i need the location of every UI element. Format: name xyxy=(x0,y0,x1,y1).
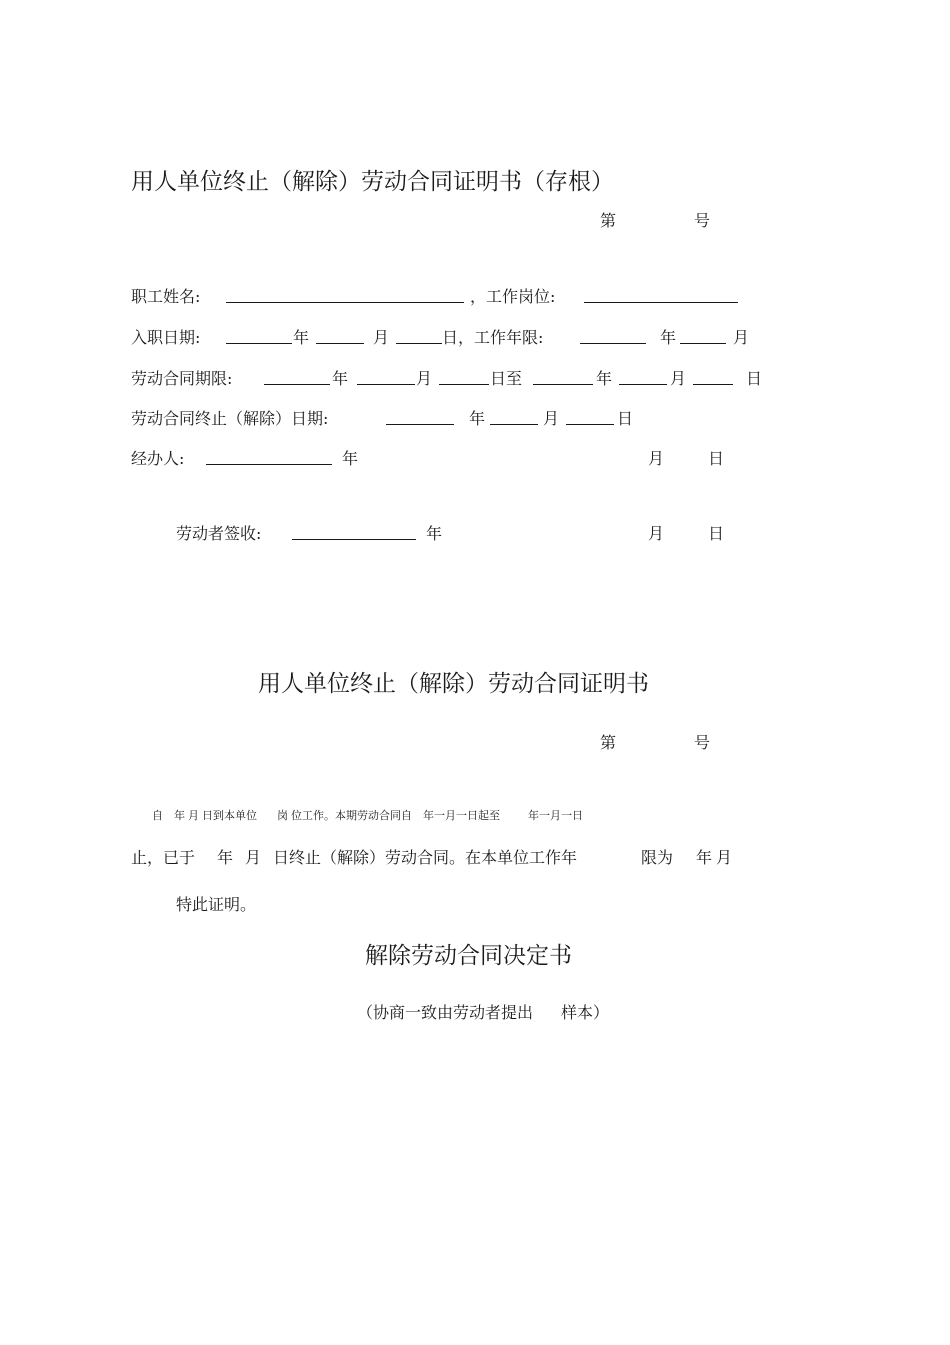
certificate-line1-c: 月 xyxy=(188,809,199,822)
sign-year-unit: 年 xyxy=(426,524,443,543)
term-start-month-field[interactable] xyxy=(357,384,415,385)
position-field[interactable] xyxy=(584,302,738,303)
certificate-line2-g: 月 xyxy=(716,848,733,867)
term-start-month-unit: 月 xyxy=(416,369,433,388)
sign-day-unit: 日 xyxy=(708,524,725,543)
service-year-unit: 年 xyxy=(660,328,677,347)
end-month-unit: 月 xyxy=(543,409,560,428)
hire-day-field[interactable] xyxy=(396,343,442,344)
position-label: ，工作岗位: xyxy=(470,287,556,306)
certificate-closing: 特此证明。 xyxy=(176,895,257,914)
hire-date-label: 入职日期: xyxy=(131,328,201,347)
sign-field[interactable] xyxy=(292,539,416,540)
service-month-field[interactable] xyxy=(680,343,726,344)
certificate-number-prefix: 第 xyxy=(600,733,617,752)
name-field[interactable] xyxy=(226,302,464,303)
sign-label: 劳动者签收: xyxy=(176,524,262,543)
handler-day-unit: 日 xyxy=(708,449,725,468)
term-end-day-unit: 日 xyxy=(746,369,763,388)
certificate-line2-b: 年 xyxy=(217,848,234,867)
handler-label: 经办人: xyxy=(131,449,185,468)
term-label: 劳动合同期限: xyxy=(131,369,233,388)
certificate-line2-a: 止，已于 xyxy=(131,848,196,867)
name-label: 职工姓名: xyxy=(131,287,201,306)
certificate-line1-b: 年 xyxy=(174,809,185,822)
term-end-day-field[interactable] xyxy=(693,384,733,385)
hire-year-unit: 年 xyxy=(293,328,310,347)
certificate-line2-e: 限为 xyxy=(641,848,674,867)
service-month-unit: 月 xyxy=(733,328,750,347)
hire-month-unit: 月 xyxy=(373,328,390,347)
term-end-year-unit: 年 xyxy=(596,369,613,388)
certificate-line1-d: 日到本单位 xyxy=(202,809,257,822)
end-day-field[interactable] xyxy=(566,424,614,425)
sign-month-unit: 月 xyxy=(648,524,665,543)
certificate-line1-e: 岗 xyxy=(277,809,288,822)
handler-field[interactable] xyxy=(206,464,332,465)
decision-subtitle-a: （协商一致由劳动者提出 xyxy=(357,1003,534,1022)
hire-year-field[interactable] xyxy=(226,343,292,344)
certificate-line1-g: 年一月一日起至 xyxy=(423,809,500,822)
hire-day-service-label: 日，工作年限: xyxy=(442,328,544,347)
end-month-field[interactable] xyxy=(490,424,538,425)
end-day-unit: 日 xyxy=(617,409,634,428)
stub-number-suffix: 号 xyxy=(694,211,711,230)
end-year-unit: 年 xyxy=(469,409,486,428)
term-start-year-field[interactable] xyxy=(264,384,330,385)
certificate-line2-d: 日终止（解除）劳动合同。在本单位工作年 xyxy=(273,848,578,867)
term-start-day-to: 日至 xyxy=(490,369,523,388)
certificate-line1-h: 年一月一日 xyxy=(528,809,583,822)
term-end-year-field[interactable] xyxy=(533,384,593,385)
service-year-field[interactable] xyxy=(580,343,646,344)
certificate-title: 用人单位终止（解除）劳动合同证明书 xyxy=(258,671,649,697)
term-end-month-field[interactable] xyxy=(619,384,667,385)
decision-subtitle-b: 样本） xyxy=(561,1003,610,1022)
certificate-number-suffix: 号 xyxy=(694,733,711,752)
end-year-field[interactable] xyxy=(386,424,454,425)
certificate-line1-a: 自 xyxy=(152,809,163,822)
handler-month-unit: 月 xyxy=(648,449,665,468)
certificate-line2-f: 年 xyxy=(696,848,713,867)
term-end-month-unit: 月 xyxy=(670,369,687,388)
certificate-line2-c: 月 xyxy=(245,848,262,867)
stub-number-prefix: 第 xyxy=(600,211,617,230)
end-date-label: 劳动合同终止（解除）日期: xyxy=(131,409,329,428)
handler-year-unit: 年 xyxy=(342,449,359,468)
hire-month-field[interactable] xyxy=(316,343,364,344)
certificate-line1-f: 位工作。本期劳动合同自 xyxy=(291,809,412,822)
stub-title: 用人单位终止（解除）劳动合同证明书（存根） xyxy=(131,169,614,195)
decision-title: 解除劳动合同决定书 xyxy=(365,943,572,969)
term-start-day-field[interactable] xyxy=(439,384,489,385)
term-start-year-unit: 年 xyxy=(332,369,349,388)
